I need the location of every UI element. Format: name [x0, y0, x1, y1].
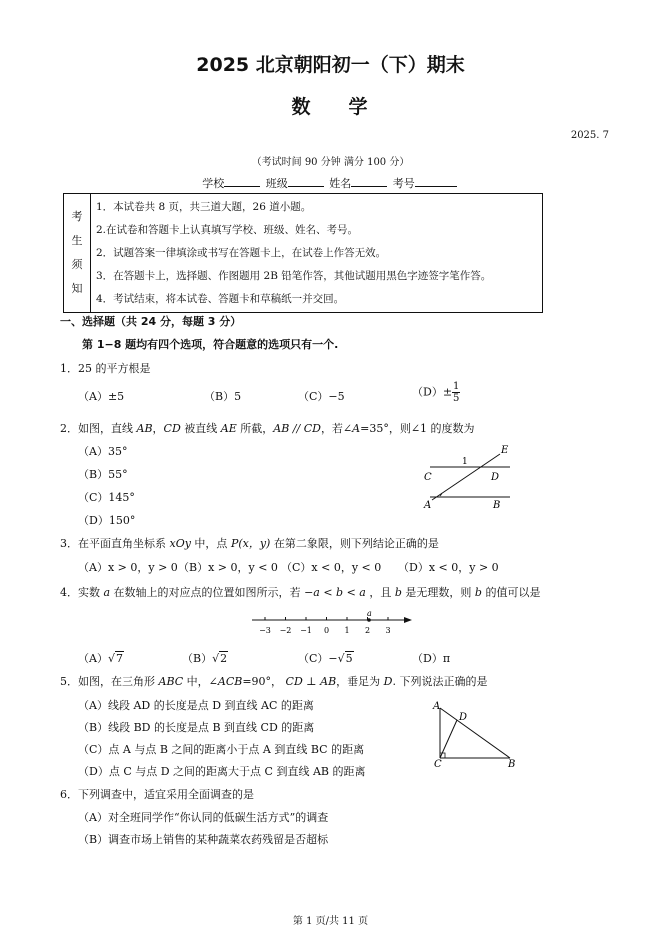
- math-inequality: −a < b < a: [304, 586, 366, 599]
- subject-title: [0, 92, 661, 119]
- field-label: 班级: [265, 177, 288, 190]
- point-a: [367, 618, 371, 622]
- option-prefix: （B）: [182, 652, 213, 665]
- q5-option-b: （B）线段 BD 的长度是点 B 到直线 CD 的距离: [78, 721, 315, 734]
- text: 的值可以是: [481, 586, 541, 599]
- math-var: b: [474, 586, 482, 599]
- notice-item: 2.在试卷和答题卡上认真填写学校、班级、姓名、考号。: [96, 224, 359, 236]
- notice-label-char: 须: [71, 258, 83, 271]
- exam-info: （考试时间 90 分钟 满分 100 分）: [251, 157, 410, 168]
- label-d: D: [459, 712, 468, 723]
- option-prefix: （C）−: [298, 652, 338, 665]
- student-info-fields: [0, 175, 661, 191]
- notice-label-char: 生: [71, 234, 83, 247]
- q4-option-a: [78, 650, 124, 666]
- text: . 下列说法正确的是: [392, 675, 488, 688]
- sqrt: √5: [337, 652, 353, 665]
- q5-option-a: （A）线段 AD 的长度是点 D 到直线 AC 的距离: [78, 699, 314, 712]
- denominator: 5: [453, 393, 460, 404]
- q3-option-d: （D）x < 0，y > 0: [398, 561, 499, 574]
- q2-stem: [60, 420, 475, 436]
- label-a: A: [433, 701, 441, 712]
- subject-char: 数: [291, 96, 313, 118]
- math-var: CD: [285, 675, 303, 688]
- axis-tick-label: 2: [364, 626, 371, 635]
- altitude-cd: [440, 720, 457, 758]
- subject-char: 学: [348, 96, 370, 118]
- q5-option-c: （C）点 A 与点 B 之间的距离小于点 A 到直线 BC 的距离: [78, 743, 365, 756]
- text: 中，∠: [183, 675, 218, 688]
- math-var: a: [103, 586, 111, 599]
- math-var: P(x，y): [230, 537, 271, 550]
- side-ab: [440, 708, 510, 758]
- q1-fraction: [452, 381, 460, 404]
- text: 5．如图，在三角形: [60, 675, 159, 688]
- radicand: 2: [220, 652, 228, 665]
- text: =35°，则∠1 的度数为: [360, 422, 475, 435]
- q6-option-b: （B）调查市场上销售的某种蔬菜农药残留是否超标: [78, 833, 329, 846]
- sqrt: √2: [212, 652, 228, 665]
- math-var: b: [394, 586, 402, 599]
- q1-option-a: （A）±5: [78, 390, 125, 403]
- text: ，若∠: [320, 422, 353, 435]
- q1-option-c: （C）−5: [298, 390, 345, 403]
- label-c: C: [424, 472, 432, 483]
- q4-option-c: [298, 650, 354, 666]
- point-a-label: a: [367, 609, 372, 618]
- school-blank[interactable]: [224, 176, 260, 187]
- q3-option-a: （A）x > 0，y > 0: [78, 561, 178, 574]
- q4-number-line: [248, 606, 418, 636]
- math-var: CD: [163, 422, 181, 435]
- q6-option-a: （A）对全班同学作“你认同的低碳生活方式”的调查: [78, 811, 329, 824]
- text: 是无理数，则: [401, 586, 475, 599]
- q1-option-d: [412, 381, 460, 404]
- exam-date: 2025. 7: [570, 130, 609, 141]
- math-var: AE: [220, 422, 237, 435]
- q4-option-d: （D）π: [412, 652, 451, 665]
- text: 被直线: [180, 422, 221, 435]
- notice-item: 3．在答题卡上，选择题、作图题用 2B 铅笔作答，其他试题用黑色字迹签字笔作答。: [96, 270, 492, 282]
- text: 在数轴上的对应点的位置如图所示，若: [110, 586, 305, 599]
- axis-tick-label: −1: [300, 626, 312, 635]
- q4-stem: [60, 584, 540, 600]
- text: 所截，: [236, 422, 274, 435]
- label-1: 1: [462, 457, 468, 467]
- axis-tick-label: −3: [259, 626, 271, 635]
- text: 中，点: [190, 537, 231, 550]
- section-title: 一、选择题（共 24 分，每题 3 分）: [60, 315, 242, 328]
- notice-item: 1．本试卷共 8 页，共三道大题，26 道小题。: [96, 201, 312, 213]
- math-var: D: [383, 675, 393, 688]
- text: ，: [152, 422, 164, 435]
- field-label: 姓名: [329, 177, 352, 190]
- text: 2．如图，直线: [60, 422, 137, 435]
- axis-arrow: [404, 617, 412, 623]
- label-c: C: [434, 759, 442, 770]
- q2-option-b: （B）55°: [78, 468, 128, 481]
- q1-option-d-prefix: （D）±: [412, 385, 453, 399]
- label-e: E: [501, 445, 509, 456]
- field-label: 考号: [392, 177, 415, 190]
- q2-option-c: （C）145°: [78, 491, 135, 504]
- q2-figure: [418, 444, 518, 512]
- math-var: AB: [320, 675, 337, 688]
- label-d: D: [491, 472, 500, 483]
- q1-stem: 1．25 的平方根是: [60, 362, 151, 375]
- exam-number-blank[interactable]: [415, 176, 457, 187]
- text: 4．实数: [60, 586, 104, 599]
- text: ，垂足为: [336, 675, 384, 688]
- axis-tick-label: 0: [323, 626, 330, 635]
- axis-tick-label: 1: [344, 626, 350, 635]
- math-var: AB: [136, 422, 153, 435]
- notice-label: [64, 194, 91, 312]
- name-blank[interactable]: [351, 176, 387, 187]
- label-a: A: [424, 500, 432, 511]
- notice-label-char: 知: [71, 282, 83, 295]
- q2-option-a: （A）35°: [78, 445, 128, 458]
- class-blank[interactable]: [288, 176, 324, 187]
- option-prefix: （A）: [78, 652, 108, 665]
- notice-label-char: 考: [71, 210, 83, 223]
- q5-stem: [60, 673, 488, 689]
- axis-tick-label: 3: [385, 626, 391, 635]
- notice-item: 4．考试结束，将本试卷、答题卡和草稿纸一并交回。: [96, 293, 345, 305]
- label-b: B: [508, 759, 516, 770]
- q2-option-d: （D）150°: [78, 514, 136, 527]
- radicand: 7: [115, 652, 123, 665]
- q1-option-b: （B）5: [204, 390, 242, 403]
- text: 3．在平面直角坐标系: [60, 537, 170, 550]
- q3-option-b: （B）x > 0，y < 0: [178, 561, 278, 574]
- text: =90°，: [242, 675, 286, 688]
- math-var: AB // CD: [273, 422, 321, 435]
- label-b: B: [493, 500, 501, 511]
- math-var: ABC: [158, 675, 184, 688]
- math-var: xOy: [169, 537, 191, 550]
- notice-items: [96, 198, 491, 313]
- numerator: 1: [453, 381, 460, 392]
- sqrt: √7: [107, 652, 123, 665]
- radicand: 5: [345, 652, 353, 665]
- q5-figure: [430, 700, 522, 770]
- text: 在第二象限，则下列结论正确的是: [270, 537, 439, 550]
- q5-option-d: （D）点 C 与点 D 之间的距离大于点 C 到直线 AB 的距离: [78, 765, 366, 778]
- axis-tick-label: −2: [279, 626, 292, 635]
- text: ，且: [365, 586, 395, 599]
- text: ⊥: [302, 675, 321, 688]
- page-title: 2025 北京朝阳初一（下）期末: [196, 54, 465, 76]
- field-label: 学校: [202, 177, 225, 190]
- q3-stem: [60, 535, 439, 551]
- math-var: A: [352, 422, 361, 435]
- notice-item: 2．试题答案一律填涂或书写在答题卡上，在试卷上作答无效。: [96, 247, 387, 259]
- section-note: 第 1−8 题均有四个选项，符合题意的选项只有一个.: [82, 338, 339, 351]
- q3-option-c: （C）x < 0，y < 0: [281, 561, 382, 574]
- math-var: ACB: [217, 675, 243, 688]
- q6-stem: 6．下列调查中，适宜采用全面调查的是: [60, 788, 254, 801]
- page-footer: 第 1 页/共 11 页: [292, 916, 369, 927]
- notice-box: [63, 193, 543, 313]
- q4-option-b: [182, 650, 228, 666]
